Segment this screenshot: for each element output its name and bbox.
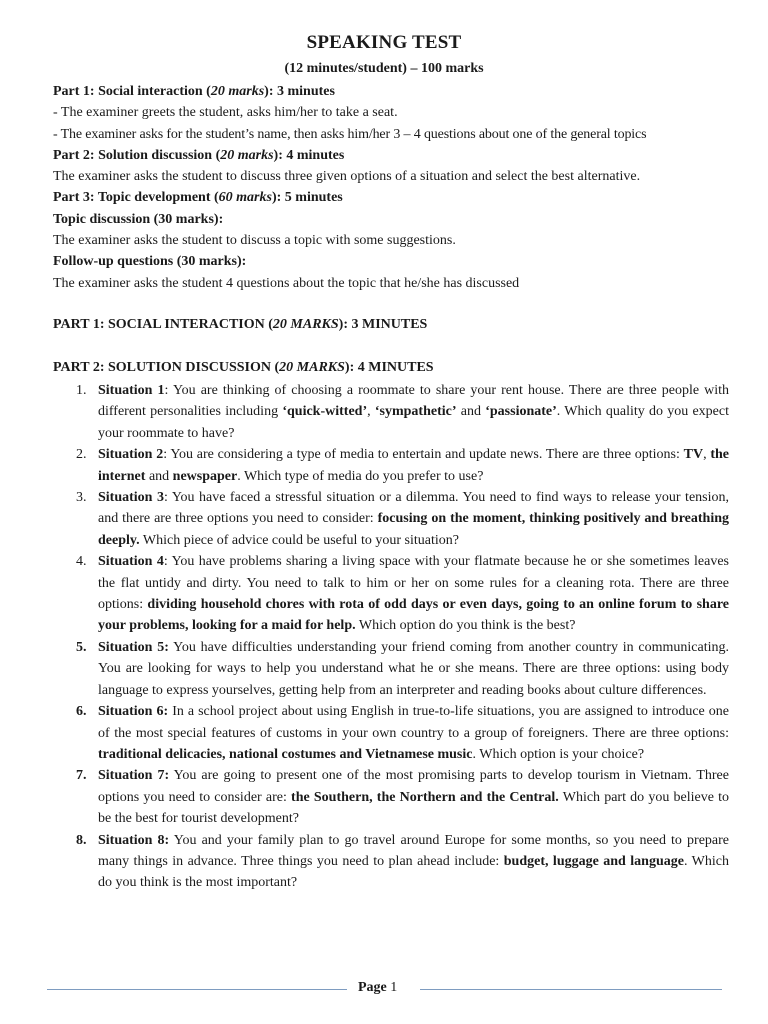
follow-up-heading: Follow-up questions (30 marks):: [53, 254, 247, 270]
situation-label: Situation 8:: [98, 832, 170, 848]
situation-label: Situation 4: [98, 554, 164, 570]
situation-label: Situation 5:: [98, 639, 169, 655]
follow-up-line: The examiner asks the student 4 questions about the topic that he/she has discussed: [53, 275, 520, 291]
page-footer: [0, 980, 768, 1000]
situation-options: the Southern, the Northern and the Central.: [291, 789, 559, 805]
part1-section-heading: PART 1: SOCIAL INTERACTION (20 MARKS): 3 MINUTES: [53, 317, 428, 332]
situation-item-3: 3. Situation 3: You have faced a stressful situation or a dilemma. You need to find ways to release your tension, and there are three options you need to consider: focusing on the moment, thinking positively and breathing deeply. Which piece of advice could be useful to your situation?: [53, 487, 729, 551]
option-sympathetic: ‘sympathetic’: [374, 404, 457, 420]
list-number: 6.: [76, 704, 87, 720]
list-number: 7.: [76, 768, 87, 784]
topic-discussion-line: The examiner asks the student to discuss a topic with some suggestions.: [53, 233, 456, 249]
list-number: 5.: [76, 639, 87, 655]
situation-item-7: 7. Situation 7: You are going to present one of the most promising parts to develop tourism in Vietnam. Three options you need to consider are: the Southern, the Northern and the Central. Which part do you believe to be the best for tourist development?: [53, 765, 729, 829]
part1-overview-line2: - The examiner asks for the student’s name, then asks him/her 3 – 4 questions about one of the general topics: [53, 126, 647, 142]
document-title: SPEAKING TEST: [306, 32, 462, 53]
option-internet: the internet: [98, 447, 730, 484]
part1-overview-heading: Part 1: Social interaction (20 marks): 3 minutes: [53, 84, 335, 99]
situation-label: Situation 2: [98, 447, 164, 463]
situation-item-5: 5. Situation 5: You have difficulties understanding your friend coming from another country in communicating. You are looking for ways to help you understand what he or she means. There are three options: using body language to express yourselves, getting help from an interpreter and reading books about culture differences.: [53, 637, 729, 701]
option-tv: TV: [683, 447, 704, 463]
option-newspaper: newspaper: [172, 468, 238, 484]
list-number: 3.: [76, 490, 87, 506]
situation-item-6: 6. Situation 6: In a school project about using English in true-to-life situations, you are assigned to introduce one of the most special features of customs in your own country to a group of foreigners. There are three options: traditional delicacies, national costumes and Vietnamese music. Which option is your choice?: [53, 701, 729, 765]
situation-list: [53, 380, 729, 894]
option-passionate: ‘passionate’: [485, 404, 557, 420]
part2-overview-heading: Part 2: Solution discussion (20 marks): 4 minutes: [53, 147, 345, 163]
situation-item-2: 2. Situation 2: You are considering a type of media to entertain and update news. There are three options: TV, the internet and newspaper. Which type of media do you prefer to use?: [53, 444, 729, 487]
situation-label: Situation 7:: [98, 768, 170, 784]
situation-item-8: 8. Situation 8: You and your family plan to go travel around Europe for some months, so you need to prepare many things in advance. Three things you need to plan ahead include: budget, luggage and language. Which do you think is the most important?: [53, 830, 729, 894]
part2-overview-line: The examiner asks the student to discuss three given options of a situation and select the best alternative.: [53, 169, 641, 185]
page-number: Page 1: [358, 980, 398, 995]
situation-options: budget, luggage and language: [503, 853, 684, 869]
situation-label: Situation 1: [98, 383, 165, 398]
topic-discussion-heading: Topic discussion (30 marks):: [53, 211, 224, 227]
situation-options: dividing household chores with rota of odd days or even days, going to an online forum to share your problems, looking for a maid for help.: [98, 597, 729, 634]
situation-label: Situation 6:: [98, 704, 169, 720]
part1-overview-line1: - The examiner greets the student, asks him/her to take a seat.: [53, 105, 398, 121]
list-number: 8.: [76, 832, 87, 848]
part2-section-heading: PART 2: SOLUTION DISCUSSION (20 MARKS): 4 MINUTES: [53, 360, 434, 375]
situation-options: traditional delicacies, national costumes and Vietnamese music: [98, 746, 473, 762]
list-number: 1.: [76, 383, 87, 398]
list-number: 2.: [76, 447, 87, 463]
document-subtitle: (12 minutes/student) – 100 marks: [284, 61, 484, 76]
list-number: 4.: [76, 554, 87, 570]
footer-divider-right: [420, 989, 722, 990]
situation-item-1: 1. Situation 1: You are thinking of choosing a roommate to share your rent house. There are three people with different personalities including ‘quick-witted’, ‘sympathetic’ and ‘passionate’. Which quality do you expect your roommate to have?: [53, 380, 729, 444]
situation-label: Situation 3: [98, 490, 164, 506]
situation-options: focusing on the moment, thinking positively and breathing deeply.: [98, 511, 730, 548]
option-quick-witted: ‘quick-witted’: [282, 404, 368, 420]
part3-overview-heading: Part 3: Topic development (60 marks): 5 minutes: [53, 190, 343, 206]
situation-item-4: 4. Situation 4: You have problems sharing a living space with your flatmate because he or she sometimes leaves the flat untidy and dirty. You need to talk to him or her on some rules for a cleaning rota. There are three options: dividing household chores with rota of odd days or even days, going to an online forum to share your problems, looking for a maid for help. Which option do you think is the best?: [53, 551, 729, 637]
footer-divider-left: [47, 989, 347, 990]
test-overview: [53, 81, 743, 294]
